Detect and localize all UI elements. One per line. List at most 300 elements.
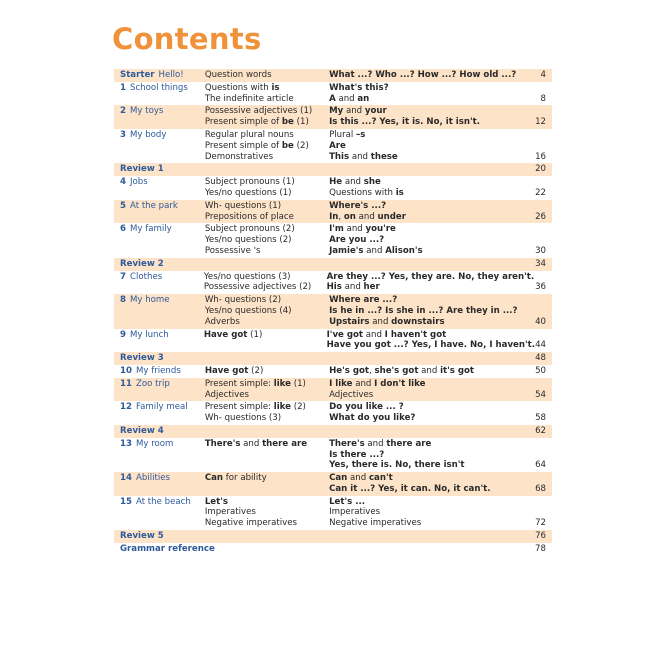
bold-term: Is there ...? xyxy=(329,449,385,460)
language-cell xyxy=(329,106,522,128)
text-segment: Questions with xyxy=(204,82,272,93)
grammar-cell xyxy=(205,177,329,199)
bold-term: What's this? xyxy=(329,82,389,93)
text-segment: Yes/no questions (1) xyxy=(204,187,292,198)
bold-term: Upstairs xyxy=(329,316,370,327)
unit-cell xyxy=(114,497,205,529)
text-line xyxy=(205,177,329,188)
page-number xyxy=(522,531,552,542)
text-segment: Imperatives xyxy=(204,507,256,518)
contents-table xyxy=(114,69,552,556)
bold-term: Is this ...? Yes, it is. No, it isn't. xyxy=(329,117,480,128)
text-line xyxy=(327,282,523,293)
bold-term: I don't like xyxy=(374,378,426,389)
language-cell xyxy=(329,379,522,401)
page-number xyxy=(522,259,552,270)
text-segment: and xyxy=(364,438,387,449)
bold-term: –s xyxy=(356,129,366,140)
unit-title: Zoo trip xyxy=(135,378,170,389)
page-number xyxy=(522,544,552,555)
unit-title: Clothes xyxy=(129,271,163,282)
text-line xyxy=(205,106,329,117)
text-line xyxy=(329,106,522,117)
grammar-cell xyxy=(205,497,329,529)
unit-title: School things xyxy=(129,82,188,93)
bold-term: He's got xyxy=(329,365,369,376)
text-line xyxy=(329,201,522,212)
unit-number: 11 xyxy=(120,378,132,389)
text-segment: Subject pronouns (2) xyxy=(204,224,295,235)
text-line xyxy=(329,450,522,461)
unit-title: My body xyxy=(129,129,167,140)
bold-term: Yes, there is. No, there isn't xyxy=(329,460,465,471)
unit-number: 10 xyxy=(120,365,132,376)
grammar-cell xyxy=(205,353,329,364)
text-segment: Regular plural nouns xyxy=(204,129,294,140)
unit-number: 15 xyxy=(120,496,132,507)
page-number-text: 64 xyxy=(535,460,547,471)
text-line xyxy=(205,306,329,317)
unit-number: 12 xyxy=(120,402,132,413)
unit-title: My family xyxy=(129,224,172,235)
bold-term: Alison's xyxy=(385,245,423,256)
page-number-text: 68 xyxy=(535,483,547,494)
unit-number: 14 xyxy=(120,473,132,484)
unit-cell xyxy=(114,426,205,437)
page-number-text: 76 xyxy=(535,531,547,542)
text-segment: and xyxy=(335,93,358,104)
text-line xyxy=(205,94,329,105)
bold-term: I haven't got xyxy=(384,329,447,340)
text-segment: Adverbs xyxy=(204,316,240,327)
page-number-text: 36 xyxy=(535,282,546,293)
grammar-cell xyxy=(204,272,327,294)
page-number xyxy=(522,379,552,401)
bold-term: He xyxy=(329,177,343,188)
grammar-cell xyxy=(205,426,329,437)
unit-cell xyxy=(114,379,205,401)
language-cell xyxy=(329,426,522,437)
text-line xyxy=(329,83,522,94)
text-line xyxy=(329,518,522,529)
language-cell xyxy=(329,259,522,270)
bold-term: Are you ...? xyxy=(329,235,385,246)
bold-term: is xyxy=(395,187,404,198)
text-line xyxy=(205,518,329,529)
language-cell xyxy=(329,224,522,256)
text-line xyxy=(329,224,522,235)
text-segment: Prepositions of place xyxy=(204,211,294,222)
language-cell xyxy=(329,353,522,364)
unit-cell xyxy=(114,353,205,364)
unit-row[interactable] xyxy=(114,105,552,129)
page-number xyxy=(522,295,552,327)
grammar-cell xyxy=(205,473,329,495)
bold-term: Is he in ...? Is she in ...? Are they in ...? xyxy=(329,305,518,316)
grammar-cell xyxy=(205,379,329,401)
page-number xyxy=(522,164,552,175)
bold-term: There's xyxy=(204,438,241,449)
page-number-text: 54 xyxy=(535,389,547,400)
text-line xyxy=(329,460,522,471)
unit-row[interactable] xyxy=(114,294,552,328)
grammar-cell xyxy=(205,224,329,256)
grammar-cell xyxy=(205,366,329,377)
text-line xyxy=(205,390,329,401)
text-line xyxy=(205,366,329,377)
text-line xyxy=(205,201,329,212)
text-line xyxy=(205,402,329,413)
text-line xyxy=(205,379,329,390)
unit-cell xyxy=(114,164,205,175)
text-line xyxy=(204,272,327,283)
page-number xyxy=(522,497,552,529)
unit-number: 3 xyxy=(120,129,126,140)
text-line xyxy=(329,439,522,450)
unit-cell xyxy=(114,83,205,105)
bold-term: an xyxy=(357,93,370,104)
unit-title: My room xyxy=(135,438,174,449)
review-row[interactable] xyxy=(114,425,552,438)
bold-term: like xyxy=(273,402,291,413)
text-line xyxy=(204,282,327,293)
text-segment: Possessive 's xyxy=(204,245,261,256)
page-number-text: 58 xyxy=(535,413,547,424)
text-segment: and xyxy=(341,282,364,293)
page-number xyxy=(523,272,552,294)
page-title: Contents xyxy=(112,22,262,56)
page-number xyxy=(522,130,552,162)
text-line xyxy=(205,439,329,450)
text-line xyxy=(329,473,522,484)
text-line xyxy=(205,141,329,152)
text-line xyxy=(329,117,522,128)
review-row[interactable] xyxy=(114,258,552,271)
page-number xyxy=(522,106,552,128)
unit-row[interactable] xyxy=(114,271,552,295)
page-number-text: 4 xyxy=(540,70,547,80)
text-segment: Negative imperatives xyxy=(204,518,298,529)
text-line xyxy=(329,188,522,199)
unit-row[interactable] xyxy=(114,472,552,496)
page-number xyxy=(523,330,552,352)
bold-term: can't xyxy=(368,473,393,484)
unit-number: 8 xyxy=(120,295,126,306)
language-cell xyxy=(329,130,522,162)
text-segment: Possessive adjectives (1) xyxy=(204,106,313,117)
text-line xyxy=(326,340,536,351)
text-segment: Present simple: xyxy=(204,402,274,413)
language-cell xyxy=(330,544,523,555)
text-segment: Negative imperatives xyxy=(329,518,422,529)
grammar-cell xyxy=(205,295,329,327)
text-segment: and xyxy=(352,378,375,389)
text-segment: Yes/no questions (3) xyxy=(203,271,291,282)
text-segment: for ability xyxy=(223,473,267,484)
grammar-cell xyxy=(205,439,329,471)
bold-term: A xyxy=(329,93,336,104)
text-line xyxy=(205,295,329,306)
text-line xyxy=(329,141,522,152)
bold-term: Can it ...? Yes, it can. No, it can't. xyxy=(329,483,491,494)
bold-term: there are xyxy=(386,438,432,449)
unit-cell xyxy=(114,272,204,294)
bold-term: Where are ...? xyxy=(329,295,398,306)
unit-cell xyxy=(114,70,205,81)
language-cell xyxy=(329,473,522,495)
unit-row[interactable] xyxy=(114,69,552,82)
text-segment: and xyxy=(418,365,441,376)
bold-term: like xyxy=(273,378,291,389)
unit-title: My lunch xyxy=(129,329,169,340)
text-segment: and xyxy=(347,473,369,484)
page-number-text: 72 xyxy=(535,518,547,529)
unit-title: Hello! xyxy=(158,70,184,80)
text-segment: Plural xyxy=(329,129,356,140)
unit-number: 2 xyxy=(120,106,126,117)
unit-title: At the park xyxy=(129,200,178,211)
page-number-text: 62 xyxy=(535,425,547,436)
bold-term: be xyxy=(281,117,294,128)
bold-term: downstairs xyxy=(391,316,445,327)
text-line xyxy=(204,330,327,341)
text-segment: (2) xyxy=(291,402,306,413)
unit-row[interactable] xyxy=(114,200,552,224)
text-segment: , xyxy=(338,211,344,222)
page-number xyxy=(522,402,552,424)
unit-number: 9 xyxy=(120,329,126,340)
review-row[interactable] xyxy=(114,530,552,543)
bold-term: it's got xyxy=(440,365,475,376)
bold-term: I like xyxy=(329,378,353,389)
bold-term: these xyxy=(370,151,398,162)
text-line xyxy=(205,497,329,508)
grammar-cell xyxy=(205,70,329,81)
text-segment: and xyxy=(343,106,365,117)
unit-number: 5 xyxy=(120,200,126,211)
text-line xyxy=(205,473,329,484)
page-number xyxy=(522,177,552,199)
bold-term: she's got xyxy=(374,365,419,376)
text-line xyxy=(205,413,329,424)
review-row[interactable] xyxy=(114,163,552,176)
text-line xyxy=(329,413,522,424)
page-number xyxy=(522,353,552,364)
unit-row[interactable] xyxy=(114,378,552,402)
text-segment: Wh- questions (3) xyxy=(204,413,282,424)
text-segment: and xyxy=(349,151,371,162)
review-label: Review 2 xyxy=(120,258,164,269)
text-segment: Question words xyxy=(204,70,272,80)
text-line xyxy=(329,366,522,377)
text-segment: (2) xyxy=(293,140,309,151)
text-segment: and xyxy=(240,438,263,449)
bold-term: What do you like? xyxy=(329,413,416,424)
bold-term: be xyxy=(281,140,294,151)
bold-term: Have got xyxy=(203,329,248,340)
bold-term: Can xyxy=(204,473,224,484)
unit-cell xyxy=(114,295,205,327)
grammar-cell xyxy=(205,130,329,162)
review-label: Grammar reference xyxy=(120,543,215,554)
review-row[interactable] xyxy=(114,543,552,556)
language-cell xyxy=(326,329,536,352)
unit-title: Abilities xyxy=(135,473,170,484)
unit-row[interactable] xyxy=(114,223,552,257)
language-cell xyxy=(329,70,522,81)
review-row[interactable] xyxy=(114,352,552,365)
unit-cell xyxy=(114,473,205,495)
unit-cell xyxy=(114,201,205,223)
page-number xyxy=(522,83,552,105)
bold-term: Where's ...? xyxy=(329,200,387,211)
page-number xyxy=(522,439,552,471)
unit-row[interactable] xyxy=(114,401,552,425)
page-number-text: 16 xyxy=(535,151,547,162)
bold-term: Have you got ...? Yes, I have. No, I haven't. xyxy=(326,340,536,351)
text-line xyxy=(329,402,522,413)
text-segment: Present simple of xyxy=(204,140,282,151)
unit-row[interactable] xyxy=(114,365,552,378)
review-label: Review 5 xyxy=(120,531,164,542)
page-number-text: 48 xyxy=(535,353,547,364)
bold-term: My xyxy=(329,106,344,117)
grammar-cell xyxy=(205,201,329,223)
unit-row[interactable] xyxy=(114,129,552,163)
text-segment: Subject pronouns (1) xyxy=(204,177,295,188)
text-segment: (1) xyxy=(247,329,263,340)
page-number-text: 78 xyxy=(535,543,546,554)
language-cell xyxy=(329,402,522,424)
unit-cell xyxy=(114,106,205,128)
unit-row[interactable] xyxy=(114,496,552,530)
language-cell xyxy=(329,201,522,223)
grammar-cell xyxy=(205,259,329,270)
text-segment: Present simple of xyxy=(204,117,282,128)
text-segment: (1) xyxy=(291,378,306,389)
page-number-text: 34 xyxy=(535,258,547,269)
text-line xyxy=(205,212,329,223)
unit-title: My home xyxy=(129,295,170,306)
unit-cell xyxy=(114,224,205,256)
text-line xyxy=(329,212,522,223)
unit-row[interactable] xyxy=(114,176,552,200)
page-number xyxy=(522,201,552,223)
bold-term: there are xyxy=(262,438,308,449)
review-label: Review 1 xyxy=(120,164,164,175)
text-segment: (1) xyxy=(293,117,309,128)
bold-term: Can xyxy=(329,473,348,484)
language-cell xyxy=(329,497,522,529)
bold-term: Have got xyxy=(204,365,249,376)
bold-term: Let's ... xyxy=(329,496,366,507)
bold-term: I'm xyxy=(329,224,344,235)
text-line xyxy=(205,246,329,257)
text-segment: Imperatives xyxy=(329,507,381,518)
language-cell xyxy=(329,439,522,471)
unit-cell xyxy=(114,543,215,555)
page-number-text: 26 xyxy=(535,211,547,222)
text-line xyxy=(329,379,522,390)
text-segment: (2) xyxy=(248,365,264,376)
unit-cell xyxy=(114,330,204,352)
text-line xyxy=(329,497,522,508)
bold-term: Let's xyxy=(204,496,228,507)
text-line xyxy=(329,130,522,141)
bold-term: her xyxy=(363,282,380,293)
unit-number: 6 xyxy=(120,224,126,235)
unit-title: My toys xyxy=(129,106,164,117)
bold-term: This xyxy=(329,151,350,162)
text-line xyxy=(205,152,329,163)
grammar-cell xyxy=(205,402,329,424)
unit-title: Jobs xyxy=(129,177,148,188)
text-line xyxy=(329,306,522,317)
unit-number: 7 xyxy=(120,271,126,282)
review-label: Review 4 xyxy=(120,425,164,436)
text-segment: and xyxy=(369,316,392,327)
text-segment: Adjectives xyxy=(329,389,374,400)
text-line xyxy=(326,271,535,283)
language-cell xyxy=(329,83,522,105)
language-cell xyxy=(329,531,522,542)
grammar-cell xyxy=(205,164,329,175)
text-line xyxy=(205,70,329,81)
unit-row[interactable] xyxy=(114,438,552,472)
text-segment: and xyxy=(363,245,386,256)
bold-term: In xyxy=(329,211,339,222)
text-line xyxy=(205,507,329,518)
unit-title: My friends xyxy=(135,365,181,376)
page-number xyxy=(522,426,552,437)
text-line xyxy=(205,83,329,94)
text-segment: Adjectives xyxy=(204,389,250,400)
text-line xyxy=(329,235,522,246)
page-number xyxy=(522,366,552,377)
text-segment: and xyxy=(355,211,378,222)
unit-row[interactable] xyxy=(114,329,552,353)
text-segment: Questions with xyxy=(329,187,396,198)
grammar-cell xyxy=(205,531,329,542)
page-number xyxy=(522,224,552,256)
bold-term: There's xyxy=(329,438,365,449)
bold-term: on xyxy=(343,211,356,222)
text-segment: Wh- questions (2) xyxy=(204,295,282,306)
page-number-text: 12 xyxy=(535,117,547,128)
unit-cell xyxy=(114,402,205,424)
text-line xyxy=(205,224,329,235)
language-cell xyxy=(329,366,522,377)
unit-title: Family meal xyxy=(135,402,188,413)
text-line xyxy=(205,235,329,246)
page-number xyxy=(522,70,552,81)
language-cell xyxy=(326,271,535,294)
page-number-text: 44 xyxy=(535,340,546,351)
text-segment: Yes/no questions (2) xyxy=(204,235,292,246)
language-cell xyxy=(329,177,522,199)
bold-term: His xyxy=(326,282,342,293)
text-line xyxy=(329,94,522,105)
bold-term: I've got xyxy=(326,329,364,340)
text-line xyxy=(329,70,522,81)
unit-cell xyxy=(114,259,205,270)
unit-row[interactable] xyxy=(114,82,552,106)
text-line xyxy=(205,117,329,128)
unit-number: Starter xyxy=(120,70,155,80)
text-line xyxy=(205,317,329,328)
text-line xyxy=(329,484,522,495)
unit-number: 4 xyxy=(120,177,126,188)
